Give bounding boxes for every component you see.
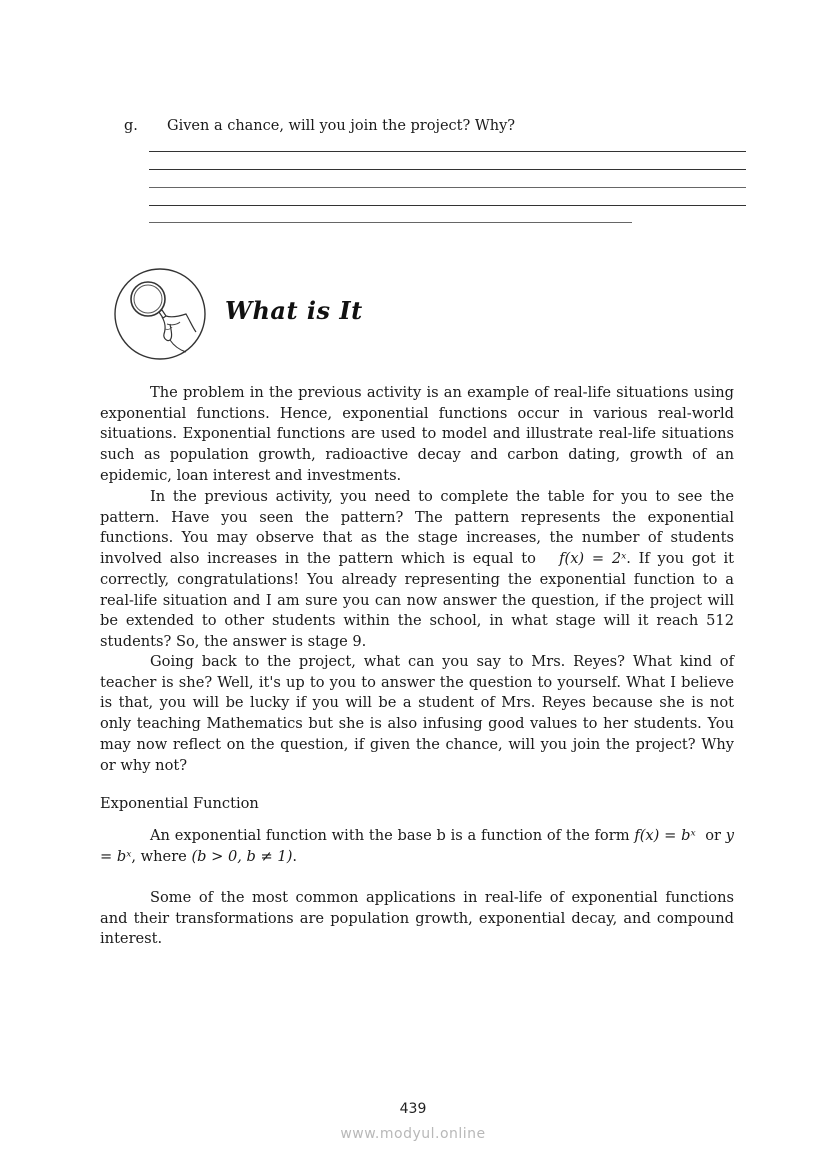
formula-exponential: f(x) = bˣ: [634, 827, 696, 844]
watermark[interactable]: www.modyul.online: [340, 1126, 486, 1142]
definition-text: .: [292, 847, 298, 865]
paragraph-intro: [100, 383, 734, 487]
definition-connector: or: [705, 827, 721, 844]
definition-text: An exponential function with the base b is a function of the form: [150, 827, 630, 844]
question-letter: g.: [124, 118, 138, 134]
definition-heading: Exponential Function: [100, 795, 259, 812]
paragraph-reflection: [100, 652, 734, 776]
formula-condition: (b > 0, b ≠ 1): [191, 847, 293, 865]
paragraph-text: Going back to the project, what can you say to Mrs. Reyes? What kind of teacher is she? Well, it's up to you to answer the question to yourself. What I believe is that, you will be lucky if you will be a student of Mrs. Reyes because she is not only teaching Mathematics but she is also infusing good values to her students. You may now reflect on the question, if given the chance, will you join the project? Why or why not?: [100, 653, 734, 774]
formula-y: y = bˣ: [100, 827, 734, 865]
magnifying-glass-hand-icon: [110, 266, 210, 362]
paragraph-text: . If you got it correctly, congratulations! You already representing the exponential function to a real-life situation and I am sure you can now answer the question, if the project will be extended to other students within the school, in what stage will it reach 512 students? So, the answer is stage 9.: [100, 550, 734, 650]
paragraph-text: The problem in the previous activity is an example of real-life situations using exponential functions. Hence, exponential functions occur in various real-world situations. Exponential functions are used to model and illustrate real-life situations such as population growth, radioactive decay and carbon dating, growth of an epidemic, loan interest and investments.: [100, 384, 734, 484]
page-number: 439: [399, 1101, 427, 1117]
answer-line[interactable]: [149, 205, 746, 206]
paragraph-pattern: [100, 487, 734, 653]
definition-paragraph: [100, 826, 734, 867]
answer-line[interactable]: [149, 187, 746, 188]
section-title: What is It: [225, 296, 363, 325]
paragraph-text: Some of the most common applications in real-life of exponential functions and their transformations are population growth, exponential decay, and compound interest.: [100, 889, 734, 948]
paragraph-text: In the previous activity, you need to complete the table for you to see the pattern. Have you seen the pattern? The pattern represents the exponential functions. You may observe that as the stage increases, the number of students involved also increases in the pattern which is equal to: [100, 488, 734, 568]
paragraph-applications: [100, 888, 734, 950]
answer-line[interactable]: [149, 169, 746, 170]
answer-line[interactable]: [149, 151, 746, 152]
definition-text: , where: [131, 847, 187, 865]
formula-pattern: f(x) = 2ˣ: [559, 550, 627, 568]
question-text: Given a chance, will you join the project? Why?: [167, 118, 516, 134]
answer-line[interactable]: [149, 222, 632, 223]
